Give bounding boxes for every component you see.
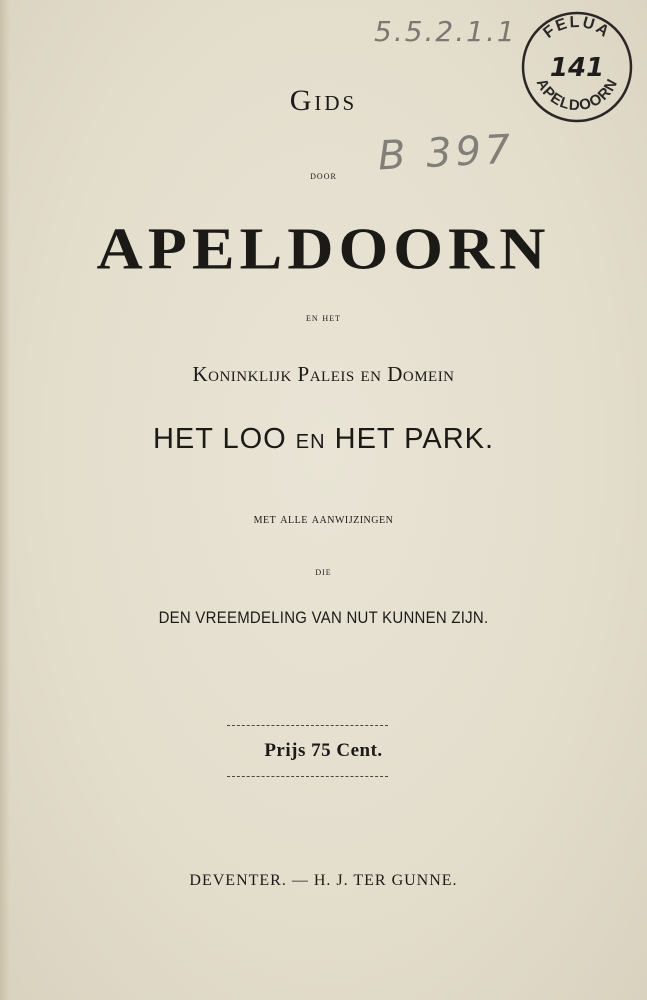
het-loo-title: HET LOO en HET PARK. [152,423,495,455]
stamp-top-text: FELUA [540,13,614,42]
directions-line: met alle aanwijzingen [253,512,394,527]
palace-subtitle: Koninklijk Paleis en Domein [192,362,455,386]
handwritten-call-number: 5.5.2.1.1 [374,15,517,48]
stamp-bottom-text: APELDOORN [532,75,622,115]
page-edge-shadow [0,0,10,1000]
publisher-imprint: DEVENTER. — H. J. TER GUNNE. [189,872,458,889]
guide-heading: Gids [289,84,358,117]
price-label: Prijs 75 Cent. [264,740,383,761]
main-title: APELDOORN [96,215,551,282]
price-rule-top [227,725,388,726]
through-word: door [310,170,337,182]
price-rule-bottom [227,776,388,777]
stamp-number: 141 [549,53,605,83]
and-the-word: en het [306,312,341,324]
handwritten-shelf-mark: B 397 [376,126,516,180]
which-word: die [315,566,332,578]
visitors-line: DEN VREEMDELING VAN NUT KUNNEN ZIJN. [158,608,489,627]
